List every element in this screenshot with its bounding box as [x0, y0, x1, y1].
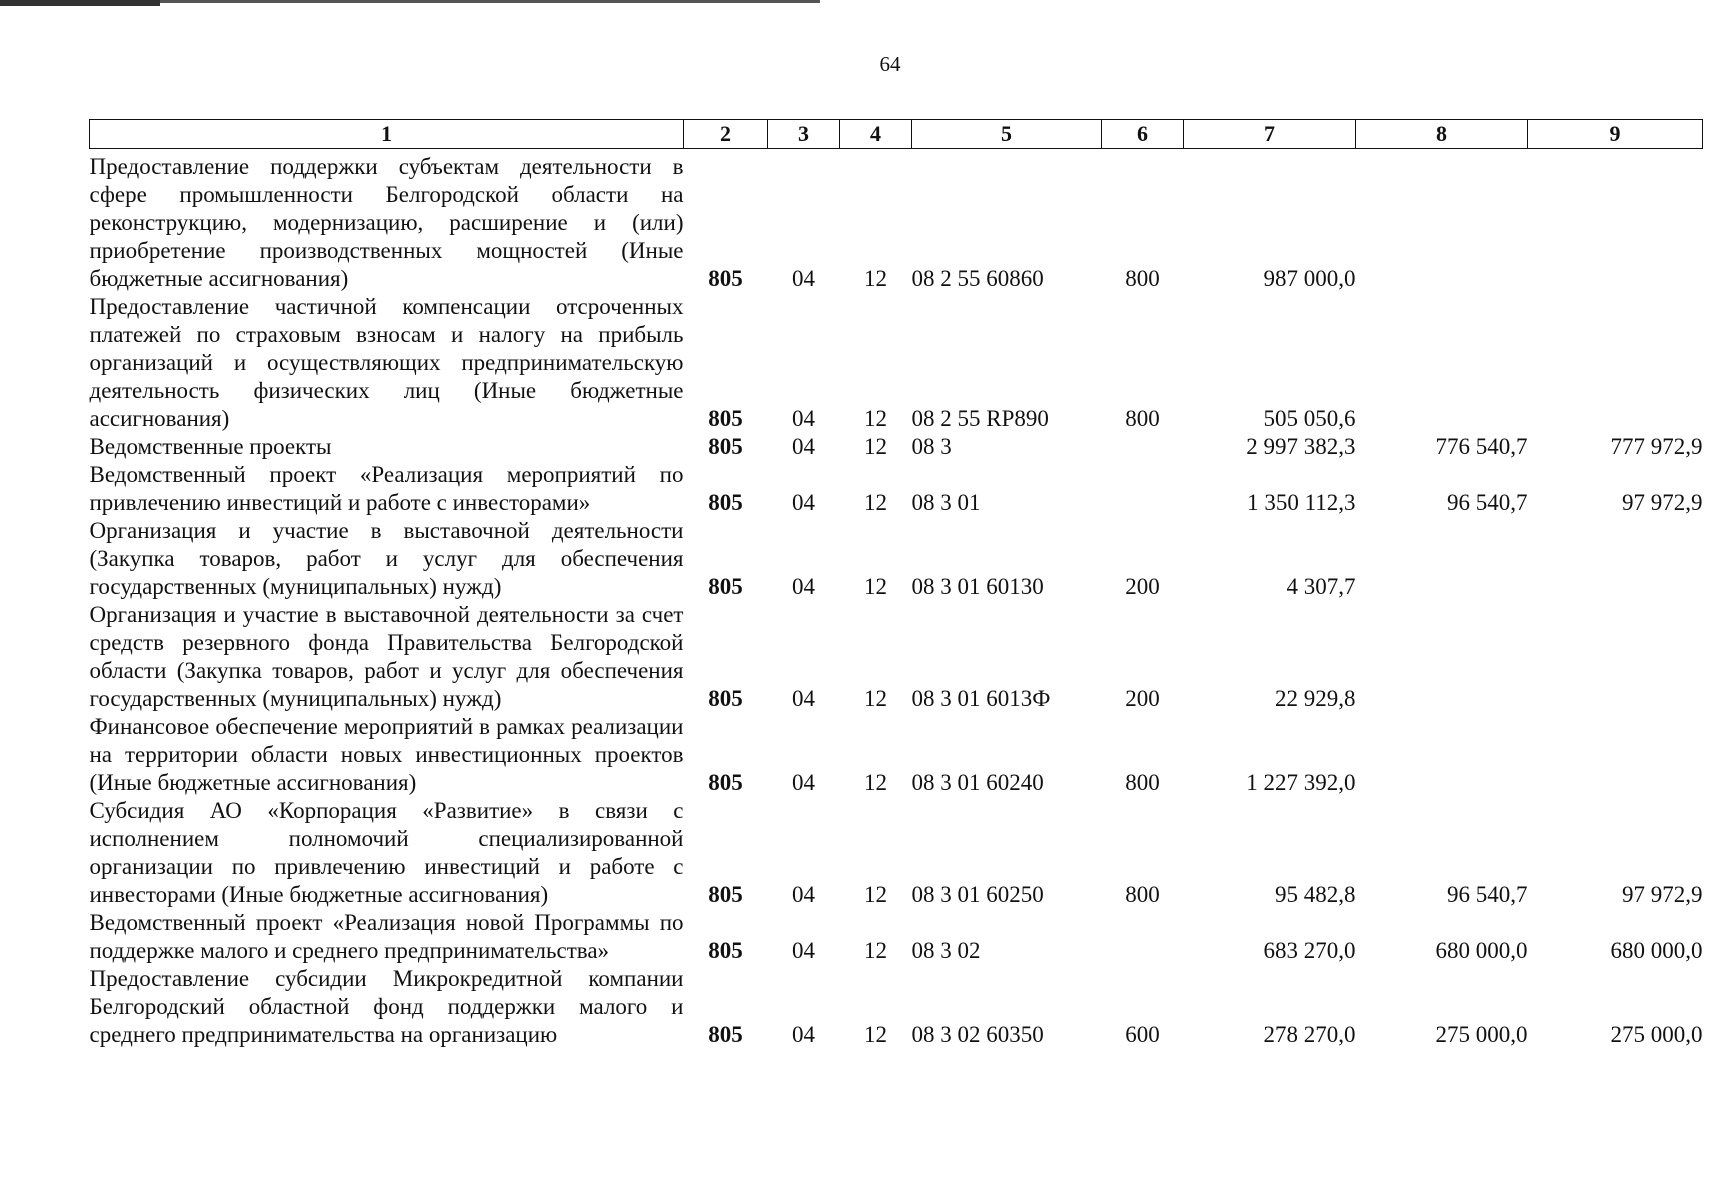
row-target-article: 08 3 01 60130: [911, 574, 1044, 599]
row-expense-type: [1102, 909, 1184, 965]
row-subsection-code: 12: [864, 574, 887, 599]
row-description: Финансовое обеспечение мероприятий в рамках реализации на территории области новых инвестиционных проектов (Иные бюджетные ассигнования): [89, 714, 684, 795]
row-ministry-code: 805: [708, 574, 743, 599]
row-description: Предоставление поддержки субъектам деятельности в сфере промышленности Белгородской области на реконструкцию, модернизацию, расширение и (или) приобретение производственных мощностей (Иные бюджетные ассигнования): [89, 154, 684, 291]
row-subsection-code: 12: [864, 490, 887, 515]
row-target-article: 08 3 02: [911, 938, 981, 963]
row-description: Ведомственный проект «Реализация новой Программы по поддержке малого и среднего предпринимательства»: [89, 910, 684, 963]
row-amount-col8: 680 000,0: [1435, 938, 1528, 963]
row-expense-type: 200: [1125, 574, 1160, 599]
row-section-code: 04: [792, 266, 815, 291]
top-rule-accent: [0, 0, 160, 6]
table-row: [90, 293, 1703, 433]
row-amount-col8: 96 540,7: [1447, 882, 1528, 907]
row-amount-col7: 1 227 392,0: [1246, 770, 1356, 795]
col-header-7: 7: [1184, 120, 1356, 149]
table-row: [90, 517, 1703, 601]
row-subsection-code: 12: [864, 882, 887, 907]
col-header-1: 1: [90, 120, 684, 149]
row-section-code: 04: [792, 574, 815, 599]
table-body: [90, 149, 1703, 1050]
table-row: [90, 433, 1703, 461]
row-amount-col8: [1356, 601, 1528, 713]
row-amount-col8: [1356, 293, 1528, 433]
table-row: [90, 965, 1703, 1049]
row-description: Ведомственный проект «Реализация мероприятий по привлечению инвестиций и работе с инвесторами»: [89, 462, 684, 515]
row-ministry-code: 805: [708, 266, 743, 291]
budget-table: [89, 119, 1703, 1049]
row-amount-col8: 275 000,0: [1435, 1022, 1528, 1047]
row-expense-type: 800: [1125, 882, 1160, 907]
row-section-code: 04: [792, 406, 815, 431]
table-row: [90, 909, 1703, 965]
row-expense-type: [1102, 461, 1184, 517]
row-description: Организация и участие в выставочной деятельности за счет средств резервного фонда Правительства Белгородской области (Закупка товаров, работ и услуг для обеспечения государственных (муниципальных) нужд): [89, 602, 684, 711]
table-row: [90, 461, 1703, 517]
row-ministry-code: 805: [708, 434, 743, 459]
row-amount-col9: 275 000,0: [1610, 1022, 1703, 1047]
row-ministry-code: 805: [708, 882, 743, 907]
row-target-article: 08 3 01 60240: [911, 770, 1044, 795]
row-amount-col9: [1528, 149, 1703, 294]
row-ministry-code: 805: [708, 490, 743, 515]
col-header-3: 3: [768, 120, 840, 149]
table-row: [90, 149, 1703, 294]
row-target-article: 08 2 55 60860: [911, 266, 1044, 291]
row-section-code: 04: [792, 490, 815, 515]
row-amount-col8: 776 540,7: [1435, 434, 1528, 459]
row-amount-col7: 683 270,0: [1263, 938, 1356, 963]
row-target-article: 08 3 01 60250: [911, 882, 1044, 907]
row-target-article: 08 3 01 6013Ф: [911, 686, 1051, 711]
row-ministry-code: 805: [708, 1022, 743, 1047]
row-expense-type: 200: [1125, 686, 1160, 711]
row-subsection-code: 12: [864, 406, 887, 431]
row-target-article: 08 3 01: [911, 490, 981, 515]
row-amount-col7: 505 050,6: [1263, 406, 1356, 431]
header-row: [90, 120, 1703, 149]
col-header-5: 5: [912, 120, 1102, 149]
table-row: [90, 797, 1703, 909]
row-amount-col8: [1356, 149, 1528, 294]
col-header-2: 2: [684, 120, 768, 149]
row-expense-type: 800: [1125, 406, 1160, 431]
row-description: Предоставление субсидии Микрокредитной компании Белгородский областной фонд поддержки малого и среднего предпринимательства на организацию: [89, 966, 684, 1047]
row-section-code: 04: [792, 938, 815, 963]
row-amount-col9: 777 972,9: [1610, 434, 1703, 459]
row-section-code: 04: [792, 686, 815, 711]
row-ministry-code: 805: [708, 938, 743, 963]
row-section-code: 04: [792, 1022, 815, 1047]
row-ministry-code: 805: [708, 770, 743, 795]
row-target-article: 08 3 02 60350: [911, 1022, 1044, 1047]
row-ministry-code: 805: [708, 686, 743, 711]
row-amount-col7: 2 997 382,3: [1246, 434, 1356, 459]
row-description: Ведомственные проекты: [89, 434, 332, 459]
row-amount-col8: [1356, 713, 1528, 797]
row-description: Предоставление частичной компенсации отсроченных платежей по страховым взносам и налогу на прибыль организаций и осуществляющих предпринимательскую деятельность физических лиц (Иные бюджетные ассигнования): [89, 294, 684, 431]
row-amount-col9: 97 972,9: [1622, 490, 1703, 515]
row-subsection-code: 12: [864, 266, 887, 291]
row-amount-col9: 97 972,9: [1622, 882, 1703, 907]
row-amount-col7: 4 307,7: [1286, 574, 1356, 599]
table-header: [90, 120, 1703, 149]
row-description: Организация и участие в выставочной деятельности (Закупка товаров, работ и услуг для обеспечения государственных (муниципальных) нужд): [89, 518, 684, 599]
col-header-4: 4: [840, 120, 912, 149]
row-amount-col7: 1 350 112,3: [1247, 490, 1356, 515]
row-subsection-code: 12: [864, 434, 887, 459]
row-expense-type: 800: [1125, 770, 1160, 795]
row-subsection-code: 12: [864, 1022, 887, 1047]
row-amount-col8: [1356, 517, 1528, 601]
row-amount-col9: [1528, 293, 1703, 433]
table-row: [90, 601, 1703, 713]
col-header-6: 6: [1102, 120, 1184, 149]
row-subsection-code: 12: [864, 686, 887, 711]
row-subsection-code: 12: [864, 938, 887, 963]
row-amount-col8: 96 540,7: [1447, 490, 1528, 515]
row-amount-col7: 22 929,8: [1275, 686, 1356, 711]
row-expense-type: 800: [1125, 266, 1160, 291]
row-section-code: 04: [792, 770, 815, 795]
row-description: Субсидия АО «Корпорация «Развитие» в связи с исполнением полномочий специализированной организации по привлечению инвестиций и работе с инвесторами (Иные бюджетные ассигнования): [89, 798, 684, 907]
row-subsection-code: 12: [864, 770, 887, 795]
row-ministry-code: 805: [708, 406, 743, 431]
row-target-article: 08 2 55 RP890: [911, 406, 1049, 431]
row-expense-type: [1102, 433, 1184, 461]
row-amount-col7: 278 270,0: [1263, 1022, 1356, 1047]
row-expense-type: 600: [1125, 1022, 1160, 1047]
row-amount-col7: 987 000,0: [1263, 266, 1356, 291]
col-header-9: 9: [1528, 120, 1703, 149]
row-section-code: 04: [792, 434, 815, 459]
page-number: 64: [879, 52, 901, 76]
row-amount-col9: 680 000,0: [1610, 938, 1703, 963]
row-section-code: 04: [792, 882, 815, 907]
row-amount-col9: [1528, 517, 1703, 601]
row-amount-col9: [1528, 601, 1703, 713]
col-header-8: 8: [1356, 120, 1528, 149]
row-target-article: 08 3: [911, 434, 952, 459]
row-amount-col9: [1528, 713, 1703, 797]
row-amount-col7: 95 482,8: [1275, 882, 1356, 907]
table-row: [90, 713, 1703, 797]
